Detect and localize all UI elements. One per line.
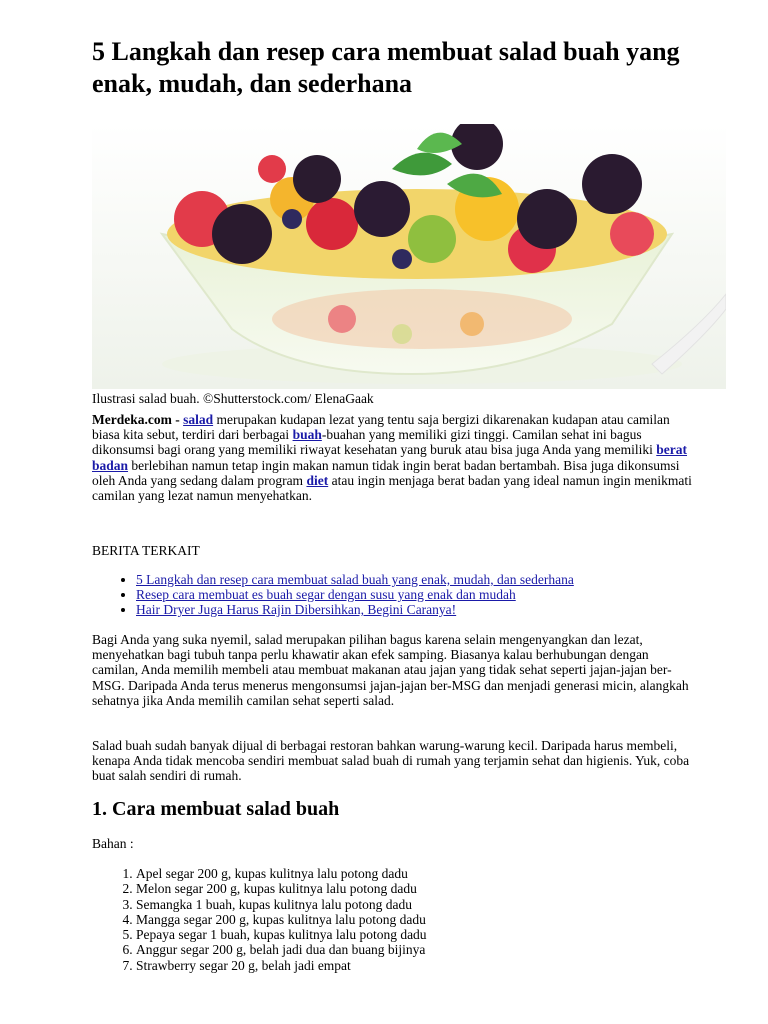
list-item: 7. Strawberry segar 20 g, belah jadi empat <box>136 958 427 973</box>
intro-paragraph <box>92 412 692 503</box>
list-item: 5. Pepaya segar 1 buah, kupas kulitnya lalu potong dadu <box>136 927 427 942</box>
body-paragraph: Salad buah sudah banyak dijual di berbagai restoran bahkan warung-warung kecil. Daripada harus membeli, kenapa Anda tidak mencoba sendiri membuat salad buah di rumah yang terjamin sehat dan higienis. Yuk, coba buat salah sendiri di rumah. <box>92 738 690 784</box>
related-link[interactable]: 5 Langkah dan resep cara membuat salad buah yang enak, mudah, dan sederhana <box>136 572 574 587</box>
image-caption: Ilustrasi salad buah. ©Shutterstock.com/ ElenaGaak <box>92 391 374 406</box>
hero-image-fruit-salad <box>92 124 726 389</box>
related-news-heading: BERITA TERKAIT <box>92 543 200 558</box>
list-item: 3. Semangka 1 buah, kupas kulitnya lalu potong dadu <box>136 897 427 912</box>
link-buah[interactable]: buah <box>292 427 322 443</box>
related-news-list <box>92 572 574 617</box>
list-item: 6. Anggur segar 200 g, belah jadi dua dan buang bijinya <box>136 942 427 957</box>
list-item <box>136 572 574 587</box>
list-item: 1. Apel segar 200 g, kupas kulitnya lalu potong dadu <box>136 866 427 881</box>
related-link[interactable]: Resep cara membuat es buah segar dengan susu yang enak dan mudah <box>136 587 516 602</box>
ingredients-label: Bahan : <box>92 836 134 851</box>
related-link[interactable]: Hair Dryer Juga Harus Rajin Dibersihkan, Begini Caranya! <box>136 602 457 617</box>
link-diet[interactable]: diet <box>306 472 329 488</box>
link-berat-badan[interactable]: berat badan <box>92 442 688 473</box>
intro-text-1: merupakan kudapan lezat yang tentu saja bergizi dikarenakan kudapan atau camilan biasa kita sebut, terdiri dari berbagai <box>92 412 670 443</box>
list-item <box>136 587 574 602</box>
intro-text-4: atau ingin menjaga berat badan yang ideal namun ingin menikmati camilan yang lezat namun menyehatkan. <box>92 472 692 504</box>
list-item: 4. Mangga segar 200 g, kupas kulitnya lalu potong dadu <box>136 912 427 927</box>
article-title: 5 Langkah dan resep cara membuat salad buah yang enak, mudah, dan sederhana <box>92 37 680 98</box>
list-item: 2. Melon segar 200 g, kupas kulitnya lalu potong dadu <box>136 881 427 896</box>
list-item <box>136 602 574 617</box>
body-paragraph: Bagi Anda yang suka nyemil, salad merupakan pilihan bagus karena selain mengenyangkan dan lezat, menyehatkan bagi tubuh tanpa perlu khawatir akan efek samping. Biasanya kalau berhubungan dengan camilan, Anda memilih membeli atau membuat makanan atau jajan yang tidak sehat seperti jajan-jajan ber-MSG. Daripada Anda terus menerus mengonsumsi jajan-jajan ber-MSG dan menjadi generasi micin, alangkah sehatnya jika Anda memilih camilan sehat seperti salad. <box>92 632 689 708</box>
section-heading: 1. Cara membuat salad buah <box>92 798 340 820</box>
ingredients-list <box>92 866 427 973</box>
source-label: Merdeka.com - <box>92 412 184 427</box>
link-salad[interactable]: salad <box>183 412 214 427</box>
intro-text-3: berlebihan namun tetap ingin makan namun tidak ingin berat badan bertambah. Bisa juga dikonsumsi oleh Anda yang sedang dalam program <box>92 457 680 488</box>
intro-text-2: -buahan yang memiliki gizi tinggi. Camilan sehat ini bagus dikonsumsi bagi orang yang memiliki riwayat kesehatan yang buruk atau bisa juga Anda yang memiliki <box>92 427 657 458</box>
